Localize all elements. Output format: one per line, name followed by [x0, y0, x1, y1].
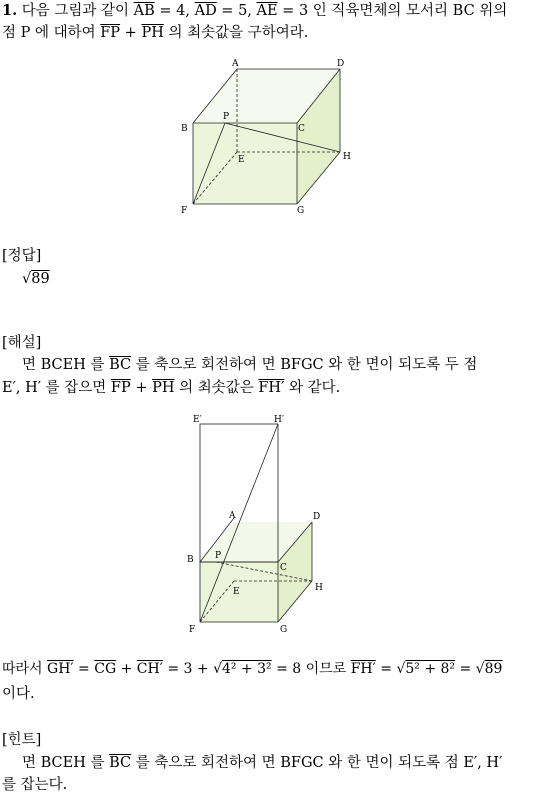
- label-p: P: [215, 551, 222, 561]
- conclusion-text: 따라서: [2, 661, 43, 677]
- segment-fhp: FH′: [350, 661, 376, 677]
- segment-ab: $\overline{AB}$: [133, 3, 155, 19]
- problem-text: 의 최솟값을 구하여라.: [163, 25, 309, 41]
- sqrt-sign: √: [396, 661, 406, 677]
- label-c: C: [298, 124, 305, 134]
- segment-ghp: GH′: [47, 661, 74, 677]
- radicand: 4² + 3²: [222, 661, 272, 677]
- eq-text: =: [455, 661, 476, 677]
- label-f: F: [181, 206, 188, 216]
- plus-sign: +: [116, 661, 137, 677]
- label-e: E: [238, 155, 245, 165]
- label-b: B: [187, 555, 194, 565]
- radicand: 5² + 8²: [405, 661, 456, 677]
- segment-bc: $\overline{BC}$: [109, 357, 132, 373]
- solution-line-1: [22, 356, 477, 374]
- label-d: D: [337, 59, 345, 69]
- solution-text: 의 최솟값은: [174, 380, 254, 396]
- eq-text: = 5,: [216, 3, 252, 19]
- problem-text: 다음 그림과 같이: [21, 3, 130, 19]
- segment-fhp: FH′: [258, 380, 285, 396]
- label-a: A: [232, 59, 239, 69]
- conclusion-line-2: 이다.: [2, 686, 35, 702]
- eq-text: = 4,: [154, 3, 190, 19]
- label-p: P: [223, 112, 230, 122]
- radicand: 89: [31, 271, 50, 287]
- segment-ae: $\overline{AE}$: [256, 3, 278, 19]
- answer-header: [정답]: [2, 248, 42, 264]
- solution-line-2: [2, 379, 340, 397]
- segment-fp: $\overline{FP}$: [100, 25, 121, 41]
- figure-unfolded: [0, 400, 535, 650]
- plus-sign: +: [130, 380, 153, 396]
- problem-number: 1.: [2, 2, 18, 19]
- label-b: B: [181, 124, 188, 134]
- solution-text: 와 같다.: [284, 380, 341, 396]
- segment-ph: $\overline{PH}$: [141, 25, 164, 41]
- answer-value: [22, 270, 50, 288]
- label-d: D: [313, 512, 321, 522]
- label-h-prime: H′: [274, 415, 284, 425]
- label-g: G: [280, 625, 288, 635]
- hint-line-2: 를 잡는다.: [2, 777, 68, 793]
- sqrt-sign: √: [475, 661, 485, 677]
- segment-bc: $\overline{BC}$: [109, 755, 132, 771]
- label-h: H: [315, 583, 323, 593]
- label-h: H: [343, 152, 351, 162]
- problem-text: 점 P 에 대하여: [2, 25, 96, 41]
- eq-text: =: [375, 661, 397, 677]
- label-f: F: [189, 625, 196, 635]
- sqrt-sign: √: [213, 661, 222, 677]
- eq-text: = 3 인 직육면체의 모서리 BC 위의: [277, 3, 508, 19]
- plus-sign: +: [120, 25, 142, 41]
- segment-ad: $\overline{AD}$: [194, 3, 217, 19]
- label-e-prime: E′: [193, 415, 202, 425]
- hint-text: 면 BCEH 를: [22, 755, 105, 771]
- figure-cuboid: [0, 0, 535, 240]
- segment-chp: CH′: [136, 661, 163, 677]
- eq-text: = 8 이므로: [271, 661, 347, 677]
- segment-ph: $\overline{PH}$: [152, 380, 175, 396]
- eq-text: = 3 +: [162, 661, 214, 677]
- label-a: A: [229, 511, 236, 521]
- segment-fp: $\overline{FP}$: [110, 380, 131, 396]
- hint-header: [힌트]: [2, 732, 42, 748]
- radicand: 89: [484, 661, 503, 677]
- solution-text: 를 축으로 회전하여 면 BFGC 와 한 면이 되도록 두 점: [131, 357, 478, 373]
- sqrt-sign: √: [22, 271, 32, 287]
- solution-text: 면 BCEH 를: [22, 357, 105, 373]
- label-c: C: [280, 563, 287, 573]
- segment-cg: $\overline{CG}$: [94, 661, 117, 677]
- hint-text: 를 축으로 회전하여 면 BFGC 와 한 면이 되도록 점 E′, H′: [131, 755, 503, 771]
- conclusion-line-1: [2, 660, 502, 678]
- eq-text: =: [73, 661, 95, 677]
- solution-header: [해설]: [2, 335, 42, 351]
- solution-text: E′, H′ 를 잡으면: [2, 380, 107, 396]
- hint-line-1: [22, 754, 502, 772]
- label-e: E: [233, 587, 240, 597]
- label-g: G: [297, 206, 305, 216]
